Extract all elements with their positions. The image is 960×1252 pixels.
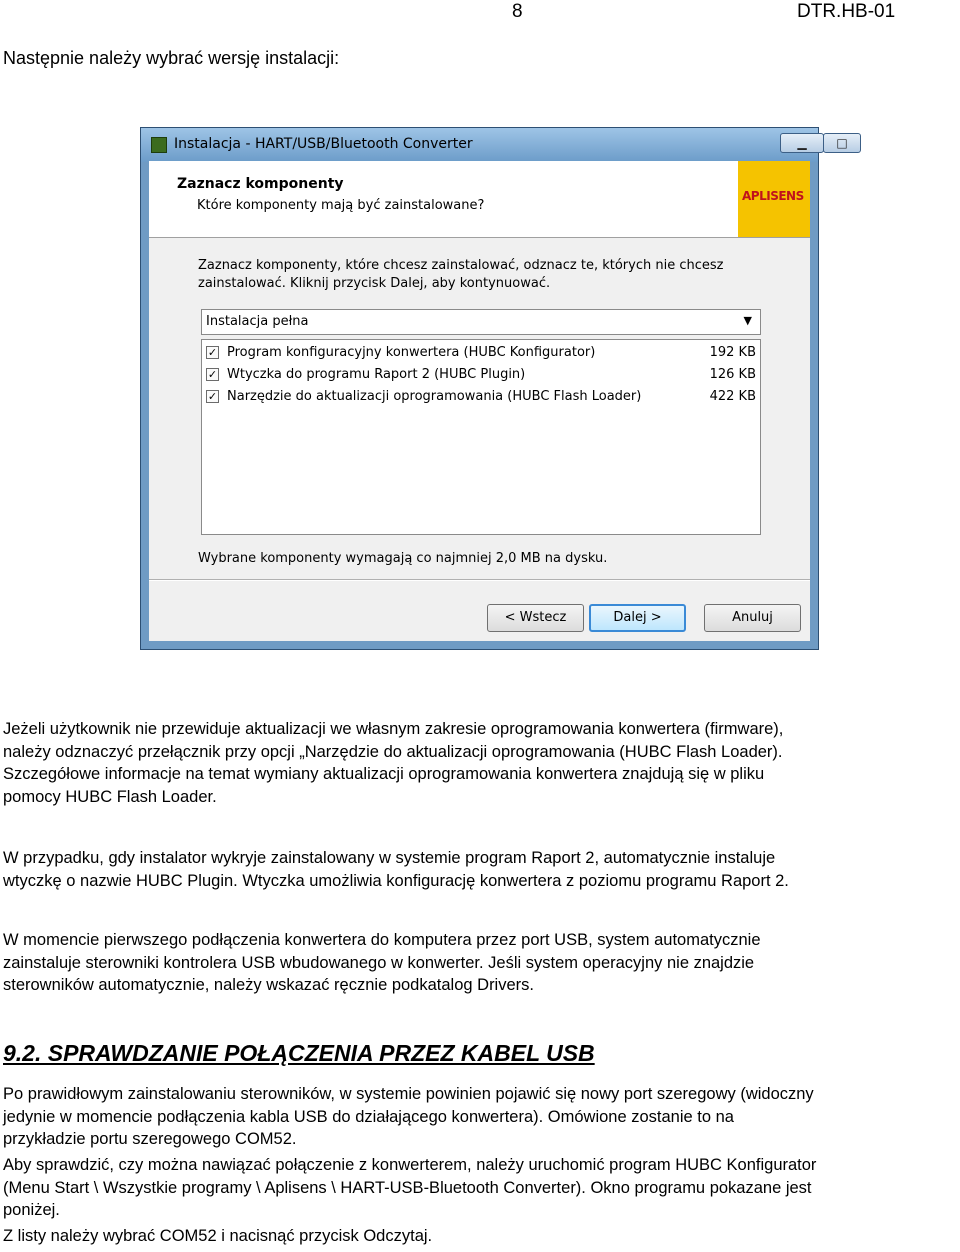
instruction-line: zainstalować. Kliknij przycisk Dalej, aby kontynuować. (198, 276, 551, 291)
text-line: pomocy HUBC Flash Loader. (3, 787, 217, 806)
component-label: Program konfiguracyjny konwertera (HUBC Konfigurator) (227, 345, 596, 360)
document-code: DTR.HB-01 (797, 1, 896, 22)
paragraph-plugin (3, 847, 959, 892)
next-button[interactable]: Dalej > (589, 604, 686, 632)
component-label: Narzędzie do aktualizacji oprogramowania (HUBC Flash Loader) (227, 389, 642, 404)
installer-window (140, 127, 848, 650)
components-list (201, 339, 761, 535)
dialog-header (149, 161, 810, 238)
component-item[interactable] (206, 344, 756, 364)
instruction-line: Zaznacz komponenty, które chcesz zainstalować, odznacz te, których nie chcesz (198, 258, 724, 273)
maximize-icon: □ (836, 136, 848, 150)
component-item[interactable] (206, 366, 756, 386)
component-checkbox[interactable]: ✓ (207, 368, 218, 381)
instruction-text (198, 257, 758, 293)
intro-text: Następnie należy wybrać wersję instalacji: (3, 48, 340, 68)
component-checkbox[interactable]: ✓ (207, 390, 218, 403)
app-icon (151, 137, 167, 153)
component-item[interactable] (206, 388, 756, 408)
minimize-button[interactable] (780, 133, 824, 153)
text-line: (Menu Start \ Wszystkie programy \ Aplisens \ HART-USB-Bluetooth Converter). Okno programu pokazane jest (3, 1178, 812, 1197)
dropdown-arrow-icon[interactable]: ▼ (743, 314, 752, 327)
cancel-button[interactable]: Anuluj (704, 604, 801, 632)
window-title: Instalacja - HART/USB/Bluetooth Converter (174, 136, 473, 152)
separator (149, 579, 810, 581)
component-label: Wtyczka do programu Raport 2 (HUBC Plugin) (227, 367, 526, 382)
component-size: 126 KB (709, 367, 756, 382)
text-line: należy odznaczyć przełącznik przy opcji „Narzędzie do aktualizacji oprogramowania (HUBC Flash Loader). (3, 742, 783, 761)
text-line: sterowników automatycznie, należy wskazać ręcznie podkatalog Drivers. (3, 976, 534, 994)
paragraph-select-com (3, 1225, 959, 1248)
text-line: Z listy należy wybrać COM52 i nacisnąć przycisk Odczytaj. (3, 1227, 433, 1245)
text-line: Po prawidłowym zainstalowaniu sterowników, w systemie powinien pojawić się nowy port szeregowy (widoczny (3, 1085, 814, 1103)
text-line: jedynie w momencie podłączenia kabla USB do działającego konwertera). Omówione zostanie to na (3, 1107, 734, 1126)
component-size: 422 KB (709, 389, 756, 404)
back-button[interactable]: < Wstecz (487, 604, 584, 632)
text-line: przykładzie portu szeregowego COM52. (3, 1130, 297, 1148)
dialog-subheading: Które komponenty mają być zainstalowane? (197, 198, 485, 213)
install-type-value: Instalacja pełna (206, 314, 309, 329)
component-checkbox[interactable]: ✓ (207, 346, 218, 359)
text-line: W momencie pierwszego podłączenia konwertera do komputera przez port USB, system automatycznie (3, 931, 761, 949)
section-heading: 9.2. SPRAWDZANIE POŁĄCZENIA PRZEZ KABEL USB (3, 1040, 595, 1066)
install-type-select[interactable] (201, 309, 761, 335)
paragraph-serial-port (3, 1083, 959, 1151)
text-line: Aby sprawdzić, czy można nawiązać połączenie z konwerterem, należy uruchomić program HUBC Konfigurator (3, 1156, 817, 1174)
minimize-icon: ▁ (797, 136, 807, 150)
component-size: 192 KB (709, 345, 756, 360)
text-line: poniżej. (3, 1201, 60, 1219)
text-line: W przypadku, gdy instalator wykryje zainstalowany w systemie program Raport 2, automatycznie instaluje (3, 849, 776, 867)
text-line: wtyczkę o nazwie HUBC Plugin. Wtyczka umożliwia konfigurację konwertera z poziomu programu Raport 2. (3, 871, 789, 890)
paragraph-flash-loader (3, 718, 959, 808)
dialog-heading: Zaznacz komponenty (177, 176, 344, 192)
text-line: zainstaluje sterowniki kontrolera USB wbudowanego w konwerter. Jeśli system operacyjny nie znajdzie (3, 953, 755, 972)
paragraph-drivers (3, 929, 959, 997)
aplisens-logo (738, 161, 810, 237)
page-number: 8 (512, 1, 523, 22)
window-titlebar[interactable] (141, 128, 848, 162)
maximize-button[interactable] (823, 133, 861, 153)
paragraph-konfigurator (3, 1154, 959, 1222)
logo-text: APLISENS (742, 189, 804, 203)
text-line: Szczegółowe informacje na temat wymiany aktualizacji oprogramowania konwertera znajdują się w pliku (3, 765, 765, 783)
dialog-client (149, 161, 810, 641)
disk-requirement-text: Wybrane komponenty wymagają co najmniej 2,0 MB na dysku. (198, 551, 608, 566)
text-line: Jeżeli użytkownik nie przewiduje aktualizacji we własnym zakresie oprogramowania konwertera (firmware), (3, 720, 784, 738)
